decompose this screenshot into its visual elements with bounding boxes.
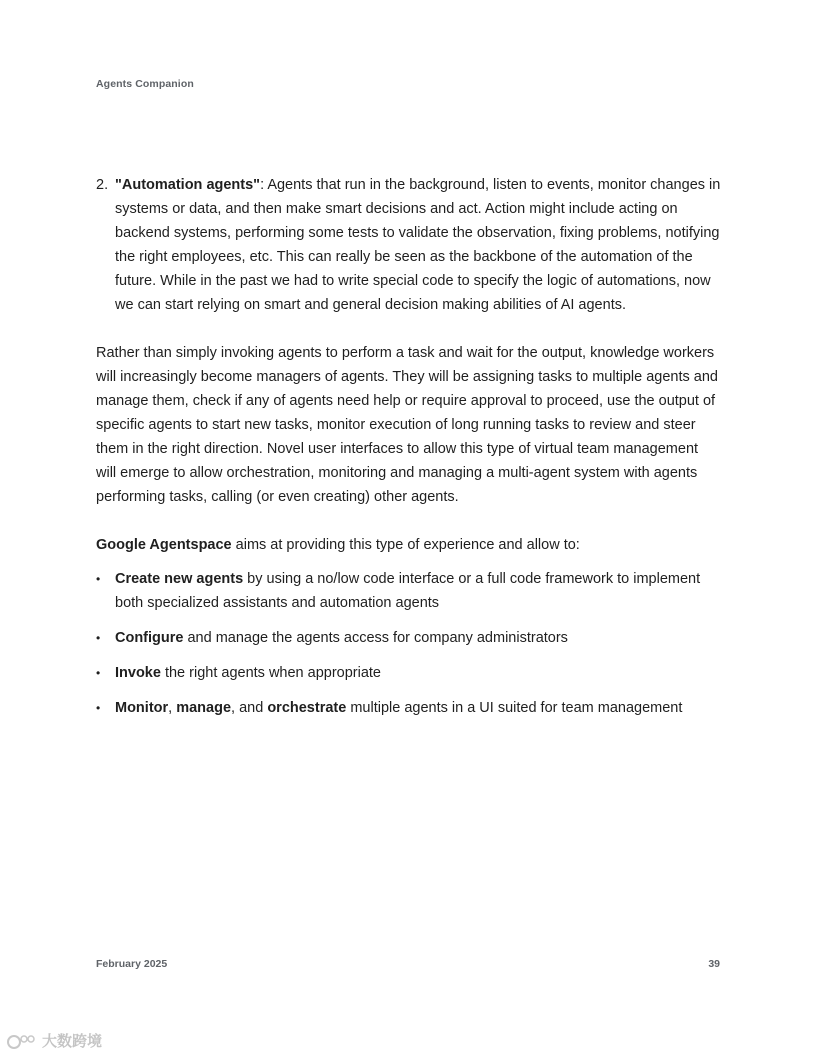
bullet-text: the right agents when appropriate — [160, 665, 382, 681]
bullet-icon: • — [96, 701, 101, 715]
list-item-text — [115, 626, 722, 650]
watermark — [6, 1030, 102, 1051]
footer-date: February 2025 — [96, 958, 168, 970]
bullet-text: and manage the agents access for company administrators — [183, 630, 568, 646]
product-name: Google Agentspace — [96, 537, 232, 553]
bullet-separator: , and — [231, 700, 268, 716]
intro-paragraph — [96, 533, 722, 557]
running-header: Agents Companion — [96, 78, 194, 90]
bullet-bold: Create new agents — [115, 571, 244, 587]
page-content — [96, 173, 722, 731]
watermark-text: 大数跨境 — [42, 1033, 103, 1050]
list-item-text — [115, 661, 722, 685]
bullet-bold: Monitor — [115, 700, 169, 716]
list-item-text — [115, 567, 722, 615]
bullet-bold: orchestrate — [267, 700, 347, 716]
bullet-bold: manage — [176, 700, 232, 716]
list-item — [96, 661, 722, 685]
bullet-bold: Invoke — [115, 665, 161, 681]
capabilities-list — [96, 567, 722, 720]
list-item — [96, 626, 722, 650]
numbered-item-2 — [96, 173, 722, 317]
list-item — [96, 567, 722, 615]
list-item-text — [115, 696, 722, 720]
page-number: 39 — [708, 958, 720, 970]
bullet-bold: Configure — [115, 630, 184, 646]
item-heading: "Automation agents" — [115, 177, 261, 193]
item-text: : Agents that run in the background, listen to events, monitor changes in systems or data, and then make smart decisions and act. Action might include acting on backend systems, performing some tests to validate the observation, fixing problems, notifying the right employees, etc. This can really be seen as the backbone of the automation of the future. While in the past we had to write special code to specify the logic of automations, now we can start relying on smart and general decision making abilities of AI agents. — [115, 177, 721, 313]
bullet-separator: , — [168, 700, 177, 716]
bullet-icon: • — [96, 666, 101, 680]
bullet-icon: • — [96, 572, 101, 586]
list-item — [96, 696, 722, 720]
bullet-text: by using a no/low code interface or a full code framework to implement both specialized assistants and automation agents — [115, 571, 701, 611]
bullet-text: multiple agents in a UI suited for team management — [346, 700, 683, 716]
list-number: 2. — [96, 177, 109, 193]
intro-text: aims at providing this type of experience and allow to: — [231, 537, 580, 553]
list-item-body — [115, 173, 722, 317]
bullet-icon: • — [96, 631, 101, 645]
paragraph: Rather than simply invoking agents to perform a task and wait for the output, knowledge workers will increasingly become managers of agents. They will be assigning tasks to multiple agents and manage them, check if any of agents need help or require approval to proceed, use the output of specific agents to start new tasks, monitor execution of long running tasks to review and steer them in the right direction. Novel user interfaces to allow this type of virtual team management will emerge to allow orchestration, monitoring and managing a multi-agent system with agents performing tasks, calling (or even creating) other agents. — [96, 345, 718, 505]
watermark-logo-icon — [6, 1033, 38, 1049]
